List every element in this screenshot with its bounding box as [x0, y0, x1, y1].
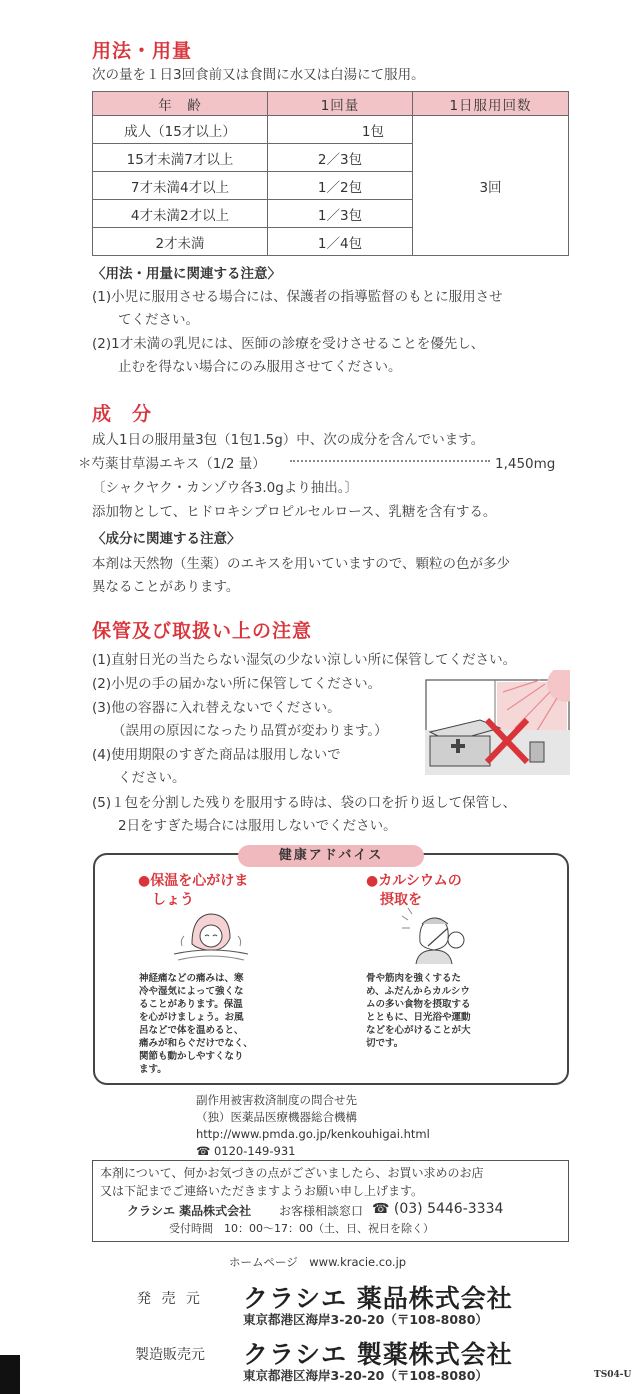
storage-line: (3)他の容器に入れ替えないでください。: [92, 700, 341, 716]
table-cell-age: 4才未満2才以上: [93, 200, 268, 228]
usage-note-line: (2)1才未満の乳児には、医師の診療を受けさせることを優先し、: [92, 336, 485, 352]
ingredients-line: 〔シャクヤク・カンゾウ各3.0gより抽出。〕: [92, 480, 359, 496]
advice-right-text: 骨や筋肉を強くするた: [366, 973, 462, 984]
advice-left-text: 痛みが和らぐだけでなく、: [139, 1038, 253, 1049]
maker-address: 東京都港区海岸3-20-20（〒108-8080）: [243, 1368, 488, 1383]
advice-right-heading: 摂取を: [380, 892, 422, 908]
ingredients-line: 添加物として、ヒドロキシプロピルセルロース、乳糖を含有する。: [92, 504, 497, 520]
table-header-daily: 1日服用回数: [413, 92, 569, 116]
product-code: TS04-U: [594, 1370, 632, 1380]
maker-name: クラシエ 製薬株式会社: [243, 1340, 513, 1369]
leader-dots: [290, 460, 490, 462]
advice-right-text: 切です。: [366, 1038, 404, 1049]
seller-address: 東京都港区海岸3-20-20（〒108-8080）: [243, 1312, 488, 1327]
man-eating-illustration: [398, 906, 470, 966]
seller-name: クラシエ 薬品株式会社: [243, 1284, 513, 1313]
usage-note-line: (1)小児に服用させる場合には、保護者の指導監督のもとに服用させ: [92, 289, 503, 305]
advice-left-text: 呂などで体を温めると、: [139, 1025, 244, 1036]
corner-mark: [0, 1355, 20, 1394]
usage-title: 用法・用量: [92, 40, 193, 62]
table-cell-dose: 1包: [268, 116, 413, 144]
table-cell-age: 7才未満4才以上: [93, 172, 268, 200]
advice-right-text: め、ふだんからカルシウ: [366, 986, 470, 997]
usage-note-line: 止むを得ない場合にのみ服用させてください。: [118, 359, 402, 375]
woman-bathing-illustration: [172, 906, 250, 966]
storage-line: ください。: [118, 770, 186, 786]
contact-company: クラシエ 薬品株式会社: [127, 1204, 252, 1218]
table-cell-age: 15才未満7才以上: [93, 144, 268, 172]
contact-desk: お客様相談窓口: [279, 1204, 364, 1218]
ingredients-note-line: 異なることがあります。: [92, 579, 240, 595]
advice-left-text: ます。: [139, 1064, 167, 1075]
usage-intro: 次の量を１日3回食前又は食間に水又は白湯にて服用。: [92, 67, 425, 83]
advice-left-text: 冷や湿気によって強くな: [139, 986, 244, 997]
relief-phone: ☎ 0120-149-931: [196, 1144, 296, 1158]
relief-line: （独）医薬品医療機器総合機構: [196, 1110, 357, 1124]
advice-left-text: を心がけましょう。お風: [139, 1012, 244, 1023]
homepage[interactable]: ホームページ www.kracie.co.jp: [229, 1255, 407, 1269]
table-cell-dose: 2／3包: [268, 144, 413, 172]
ingredient-item-value: 1,450mg: [495, 456, 556, 472]
table-row: [93, 116, 569, 144]
contact-line: 本剤について、何かお気づきの点がございましたら、お買い求めのお店: [100, 1166, 484, 1180]
ingredients-note-line: 本剤は天然物（生薬）のエキスを用いていますので、顆粒の色が多少: [92, 556, 510, 572]
table-cell-daily: 3回: [413, 116, 569, 256]
seller-label: 発 売 元: [137, 1291, 203, 1307]
table-cell-dose: 1／2包: [268, 172, 413, 200]
table-header-age: 年 齢: [93, 92, 268, 116]
advice-left-text: 神経痛などの痛みは、寒: [139, 973, 244, 984]
relief-line: 副作用被害救済制度の問合せ先: [196, 1093, 357, 1107]
health-advice-label: 健康アドバイス: [238, 845, 424, 867]
contact-hours: 受付時間 10：00～17：00（土、日、祝日を除く）: [169, 1222, 434, 1235]
contact-phone: ☎ (03) 5446-3334: [372, 1201, 504, 1217]
table-cell-dose: 1／4包: [268, 228, 413, 256]
storage-title: 保管及び取扱い上の注意: [92, 620, 313, 642]
storage-line: (4)使用期限のすぎた商品は服用しないで: [92, 747, 341, 763]
advice-right-text: などを心がけることが大: [366, 1025, 471, 1036]
ingredients-notes-title: 〈成分に関連する注意〉: [92, 531, 241, 547]
table-cell-age: 2才未満: [93, 228, 268, 256]
ingredients-line: 成人1日の服用量3包（1包1.5g）中、次の成分を含んでいます。: [92, 432, 485, 448]
storage-line: (1)直射日光の当たらない湿気の少ない涼しい所に保管してください。: [92, 652, 517, 668]
dosage-table: [92, 91, 569, 256]
relief-url[interactable]: http://www.pmda.go.jp/kenkouhigai.html: [196, 1127, 430, 1141]
advice-right-heading: ●カルシウムの: [366, 873, 462, 889]
maker-label: 製造販売元: [135, 1347, 205, 1363]
table-cell-dose: 1／3包: [268, 200, 413, 228]
advice-left-heading: しょう: [152, 892, 194, 908]
usage-notes-title: 〈用法・用量に関連する注意〉: [92, 266, 281, 282]
storage-line: （誤用の原因になったり品質が変わります。）: [112, 723, 388, 739]
advice-left-text: 関節も動かしやすくなり: [139, 1051, 244, 1062]
sunlight-medicine-box-illustration: [425, 670, 570, 775]
ingredients-title: 成 分: [92, 403, 153, 425]
storage-line: (5)１包を分割した残りを服用する時は、袋の口を折り返して保管し、: [92, 795, 517, 811]
storage-line: 2日をすぎた場合には服用しないでください。: [118, 818, 397, 834]
table-cell-age: 成人（15才以上）: [93, 116, 268, 144]
advice-right-text: とともに、日光浴や運動: [366, 1012, 471, 1023]
table-header-dose: 1回量: [268, 92, 413, 116]
ingredient-item-name: ＊芍薬甘草湯エキス（1/2 量）: [78, 456, 266, 472]
advice-right-text: ムの多い食物を摂取する: [366, 999, 471, 1010]
advice-left-heading: ●保温を心がけま: [138, 873, 249, 889]
storage-line: (2)小児の手の届かない所に保管してください。: [92, 676, 382, 692]
table-header-row: [93, 92, 569, 116]
advice-left-text: ることがあります。保温: [139, 999, 243, 1010]
contact-line: 又は下記までご連絡いただきますようお願い申し上げます。: [100, 1184, 424, 1198]
usage-note-line: てください。: [118, 312, 199, 328]
